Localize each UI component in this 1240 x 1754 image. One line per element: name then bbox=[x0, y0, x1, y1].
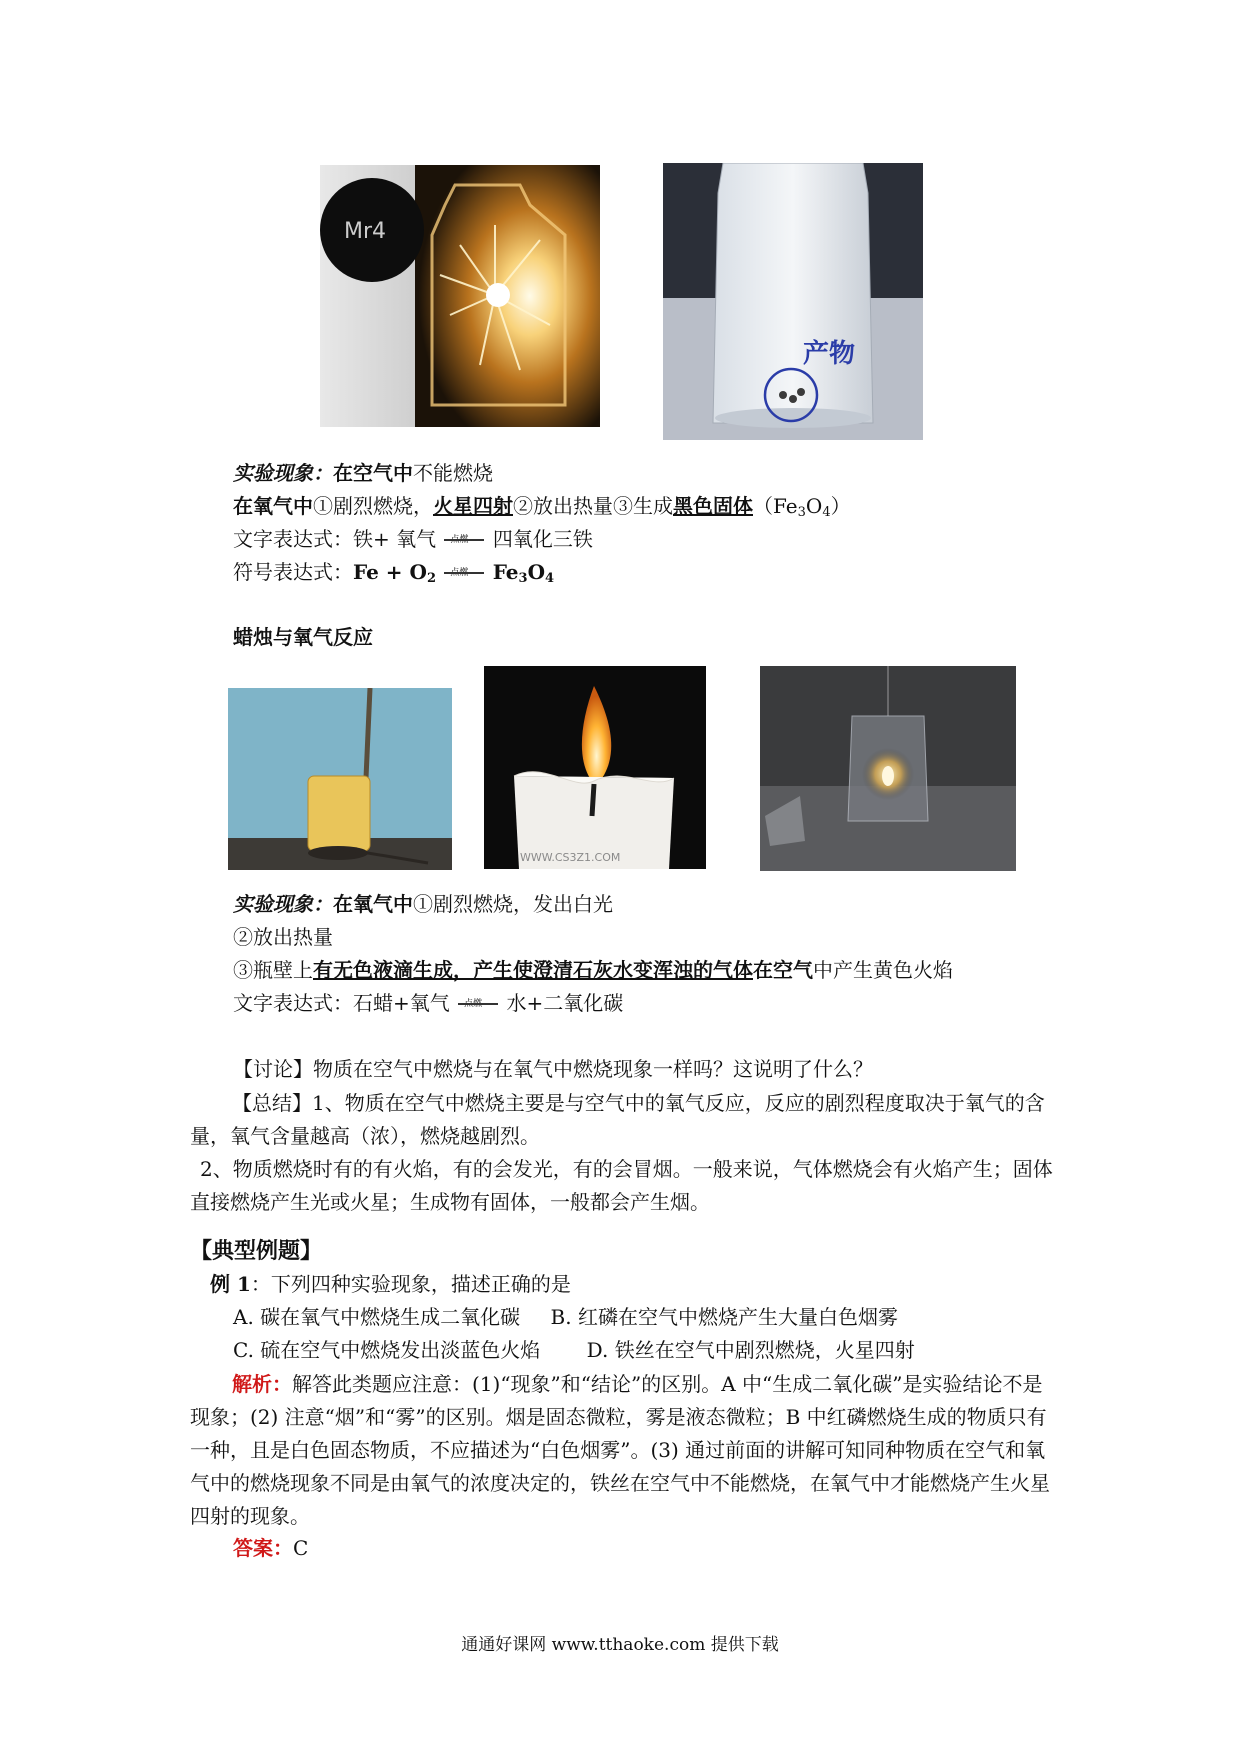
product-label: 产物 bbox=[803, 339, 856, 369]
answer-label: 答案： bbox=[233, 1536, 293, 1560]
example-question: ：下列四种实验现象，描述正确的是 bbox=[250, 1272, 571, 1296]
option-a: A. 碳在氧气中燃烧生成二氧化碳 bbox=[233, 1305, 521, 1329]
option-d: D. 铁丝在空气中剧烈燃烧，火星四射 bbox=[586, 1338, 915, 1362]
iron-phenomenon-line bbox=[233, 458, 493, 488]
candle-watermark: WWW.CS3Z1.COM bbox=[520, 851, 621, 864]
candle-liquid-gas-text: 有无色液滴生成，产生使澄清石灰水变浑浊的气体 bbox=[313, 958, 753, 982]
candle-heading: 蜡烛与氧气反应 bbox=[233, 625, 373, 649]
options-row-2 bbox=[233, 1335, 915, 1365]
summary-text-1: 1、物质在空气中燃烧主要是与空气中的氧气反应，反应的剧烈程度取决于氧气的含量，氧气含量越高（浓），燃烧越剧烈。 bbox=[190, 1091, 1045, 1148]
iron-product-photo bbox=[663, 163, 923, 440]
summary-point-1 bbox=[190, 1087, 1060, 1153]
answer-value: C bbox=[293, 1536, 309, 1560]
word-eq-left: 铁+ 氧气 bbox=[353, 527, 437, 551]
phenomenon-label: 实验现象： bbox=[233, 461, 333, 485]
example-1-question bbox=[210, 1269, 571, 1299]
candle-photo-2 bbox=[484, 666, 706, 869]
word-eq-right: 四氧化三铁 bbox=[492, 527, 593, 551]
option-c: C. 硫在空气中燃烧发出淡蓝色火焰 bbox=[233, 1338, 541, 1362]
oxygen-label: 在氧气中 bbox=[233, 494, 313, 518]
inset-coil-text: Mr4 bbox=[344, 219, 387, 244]
oxygen-label: 在氧气中 bbox=[333, 892, 413, 916]
candle-photo-3 bbox=[760, 666, 1016, 871]
summary-point-2: 2、物质燃烧时有的有火焰，有的会发光，有的会冒烟。一般来说，气体燃烧会有火焰产生；固体直接燃烧产生光或火星；生成物有固体，一般都会产生烟。 bbox=[190, 1157, 1053, 1214]
iron-symbol-equation bbox=[233, 557, 554, 594]
summary-label: 【总结】 bbox=[232, 1091, 312, 1115]
air-label: 在空气中 bbox=[333, 461, 413, 485]
candle-phenomenon-line1 bbox=[233, 889, 613, 919]
symbol-eq-left: Fe + O bbox=[353, 560, 427, 584]
page-footer: 通通好课网 www.tthaoke.com 提供下载 bbox=[461, 1635, 779, 1655]
discussion-label: 【讨论】 bbox=[233, 1057, 313, 1081]
symbol-sub: 2 bbox=[426, 571, 436, 586]
formula-close: ） bbox=[830, 494, 851, 518]
oxygen-phenomenon-2: ②放出热量③生成 bbox=[513, 494, 673, 518]
candle-phenomenon-3-prefix: ③瓶壁上 bbox=[233, 958, 313, 982]
candle-word-equation bbox=[233, 988, 623, 1018]
analysis-paragraph bbox=[190, 1368, 1060, 1533]
symbol-sub: 4 bbox=[545, 571, 555, 586]
word-eq-left: 石蜡+氧气 bbox=[353, 991, 450, 1015]
candle-phenomenon-line3 bbox=[233, 955, 953, 985]
air-phenomenon: 不能燃烧 bbox=[413, 461, 493, 485]
oxygen-phenomenon-1: ①剧烈燃烧， bbox=[313, 494, 433, 518]
sparks-text: 火星四射 bbox=[433, 494, 513, 518]
answer-line bbox=[233, 1533, 308, 1563]
candle-phenomenon-1: ①剧烈燃烧，发出白光 bbox=[413, 892, 613, 916]
formula-sub: 3 bbox=[797, 505, 806, 520]
word-eq-right: 水+二氧化碳 bbox=[506, 991, 624, 1015]
option-b: B. 红磷在空气中燃烧产生大量白色烟雾 bbox=[550, 1305, 898, 1329]
examples-heading: 【典型例题】 bbox=[190, 1238, 323, 1264]
ignition-condition bbox=[456, 995, 500, 1015]
symbol-eq-right: Fe bbox=[492, 560, 519, 584]
iron-sparks-photo bbox=[320, 165, 600, 427]
formula-mid: O bbox=[805, 494, 823, 518]
candle-phenomenon-line2: ②放出热量 bbox=[233, 925, 333, 949]
symbol-eq-label: 符号表达式： bbox=[233, 560, 353, 584]
iron-word-equation bbox=[233, 524, 593, 554]
analysis-label: 解析： bbox=[232, 1372, 292, 1396]
symbol-eq-right-mid: O bbox=[527, 560, 546, 584]
phenomenon-label: 实验现象： bbox=[233, 892, 333, 916]
analysis-text: 解答此类题应注意：(1)“现象”和“结论”的区别。A 中“生成二氧化碳”是实验结论不是现象；(2) 注意“烟”和“雾”的区别。烟是固态微粒，雾是液态微粒；B 中红磷燃烧生成的物质只有一种，且是白色固态物质，不应描述为“白色烟雾”。(3) 通过前面的讲解可知同种物质在空气和氧气中的燃烧现象不同是由氧气的浓度决定的，铁丝在空气中不能燃烧，在氧气中才能燃烧产生火星四射的现象。 bbox=[190, 1372, 1050, 1528]
symbol-sub: 3 bbox=[518, 571, 528, 586]
black-solid-text: 黑色固体 bbox=[673, 494, 753, 518]
ignition-condition bbox=[442, 564, 486, 584]
formula-sub: 4 bbox=[822, 505, 831, 520]
ignition-condition bbox=[442, 531, 486, 551]
discussion-line bbox=[233, 1054, 873, 1084]
formula-open: （Fe bbox=[753, 494, 798, 518]
options-row-1 bbox=[233, 1302, 898, 1332]
candle-photo-1 bbox=[228, 688, 452, 870]
word-eq-label: 文字表达式： bbox=[233, 991, 353, 1015]
candle-phenomenon-3-rest: 中产生黄色火焰 bbox=[813, 958, 953, 982]
air-label: 在空气 bbox=[753, 958, 813, 982]
iron-oxygen-line bbox=[233, 491, 851, 528]
word-eq-label: 文字表达式： bbox=[233, 527, 353, 551]
discussion-text: 物质在空气中燃烧与在氧气中燃烧现象一样吗？这说明了什么？ bbox=[313, 1057, 873, 1081]
example-label: 例 1 bbox=[210, 1272, 251, 1296]
